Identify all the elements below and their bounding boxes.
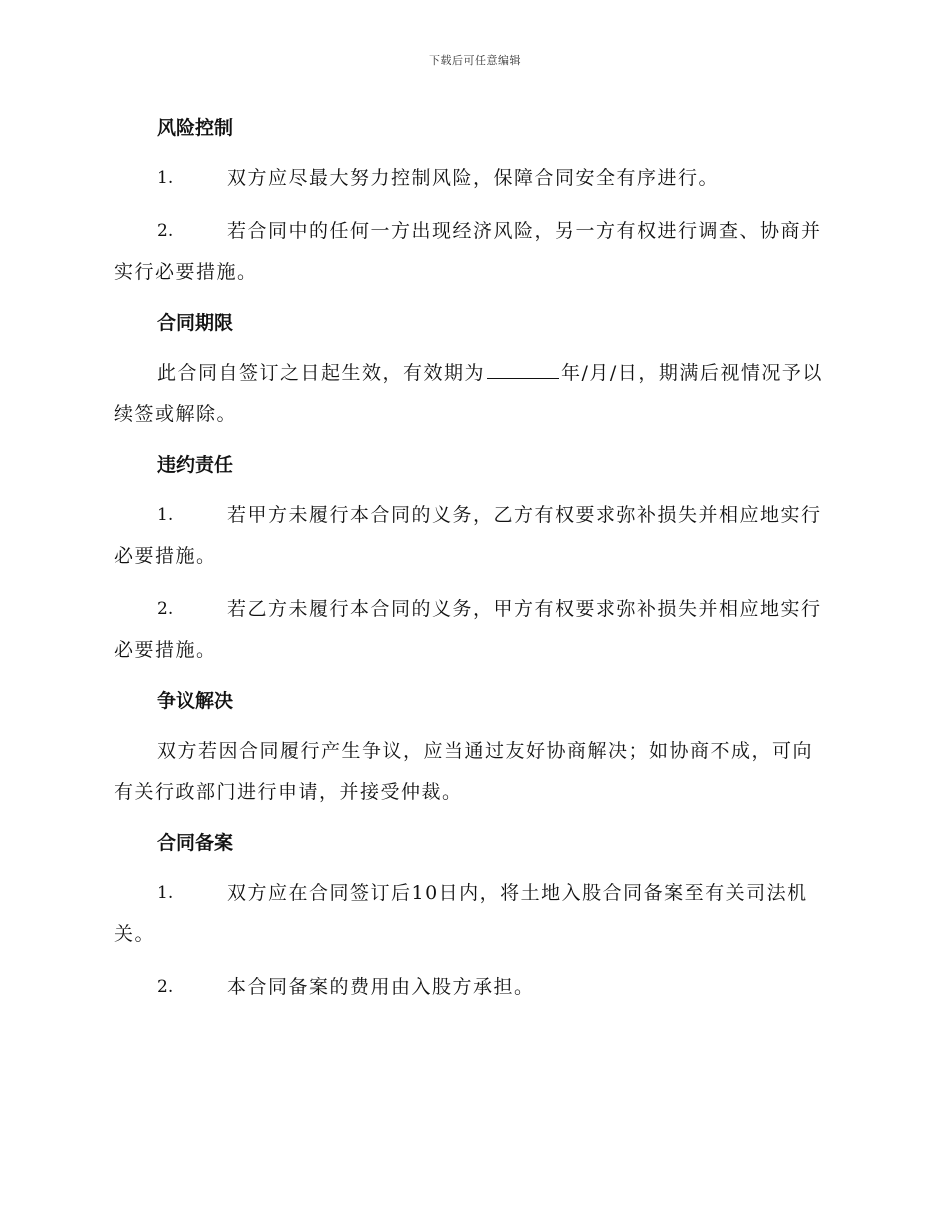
term-text-before: 此合同自签订之日起生效，有效期为 xyxy=(157,362,486,384)
clause-number: 1. xyxy=(157,883,174,903)
term-text-after: 年/月/日，期满后视情况予以续签或解除。 xyxy=(114,362,823,425)
section-heading-risk: 风险控制 xyxy=(157,117,234,139)
clause-number: 2. xyxy=(157,977,174,997)
clause-text: 双方应尽最大努力控制风险，保障合同安全有序进行。 xyxy=(227,167,720,189)
term-blank-line xyxy=(487,360,559,379)
clause-number: 2. xyxy=(157,599,174,619)
risk-clause-1 xyxy=(114,158,830,199)
page-header: 下载后可任意编辑 xyxy=(429,54,521,67)
clause-text: 若甲方未履行本合同的义务，乙方有权要求弥补损失并相应地实行必要措施。 xyxy=(114,504,822,567)
clause-number: 1. xyxy=(157,505,174,525)
clause-text: 若乙方未履行本合同的义务，甲方有权要求弥补损失并相应地实行必要措施。 xyxy=(114,598,822,661)
section-heading-term: 合同期限 xyxy=(157,312,234,334)
clause-number: 2. xyxy=(157,221,174,241)
filing-clause-1 xyxy=(114,873,830,955)
clause-number: 1. xyxy=(157,168,174,188)
liability-clause-2 xyxy=(114,589,830,671)
liability-clause-1 xyxy=(114,495,830,577)
section-heading-dispute: 争议解决 xyxy=(157,690,234,712)
term-paragraph xyxy=(114,353,830,435)
filing-clause-2 xyxy=(114,967,830,1008)
document-body xyxy=(114,110,830,1008)
clause-text: 双方应在合同签订后10日内，将土地入股合同备案至有关司法机关。 xyxy=(114,882,808,945)
section-heading-filing: 合同备案 xyxy=(157,832,234,854)
dispute-paragraph: 双方若因合同履行产生争议，应当通过友好协商解决；如协商不成，可向有关行政部门进行申请，并接受仲裁。 xyxy=(114,740,814,803)
section-heading-liability: 违约责任 xyxy=(157,454,234,476)
clause-text: 本合同备案的费用由入股方承担。 xyxy=(227,976,535,998)
clause-text: 若合同中的任何一方出现经济风险，另一方有权进行调查、协商并实行必要措施。 xyxy=(114,220,822,283)
risk-clause-2 xyxy=(114,211,830,293)
